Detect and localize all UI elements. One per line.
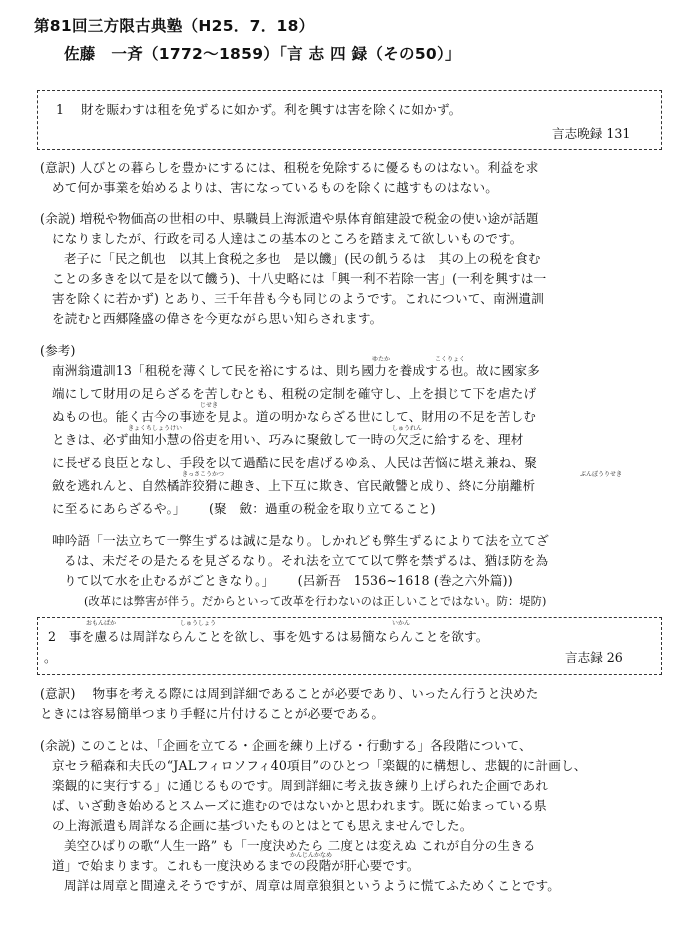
shingo-line: りて以て水を止むるがごときなり。」 (呂新吾 1536~1618 (巻之六外篇)): [64, 573, 513, 588]
shingo-line: 呻吟語「一法立ちて一弊生ずるは誠に是なり。しかれども弊生ずるによりて法を立てざ: [52, 533, 549, 548]
reference-label: (参考): [40, 343, 76, 358]
commentary-2-line: ば、いざ動き始めるとスムーズに進むのではないかと思われます。既に始まっている県: [52, 798, 547, 813]
reference-line: 南洲翁遺訓13「租税を薄くして民を裕にするは、則ち國力を養成する也。故に國家多: [52, 363, 540, 378]
quote-2-overflow: 。: [44, 650, 57, 665]
commentary-2-line: 道」で始まります。これも一度決めるまでの段階が肝心要です。: [52, 858, 420, 873]
commentary-1-line: 老子に「民之飢也 以其上食税之多也 是以饑」(民の飢うるは 其の上の税を食む: [64, 251, 541, 266]
quote-2-text: 2 事を慮るは周詳ならんことを欲し、事を処するは易簡ならんことを欲す。: [48, 629, 489, 644]
commentary-2-line: 周詳は周章と間違えそうですが、周章は周章狼狽というように慌てふためくことです。: [64, 878, 560, 893]
reference-line: に至るにあらざるや。」 (聚 斂：過重の税金を取り立てること): [52, 501, 436, 516]
shingo-line: るは、未だその是たるを見ざるなり。それ法を立てて以て弊を禁ずるは、猶ほ防を為: [64, 553, 549, 568]
ruby-shuren: しゅうれん: [392, 425, 423, 432]
translation-2-line: ときには容易簡単つまり手軽に片付けることが必要である。: [40, 706, 385, 721]
ruby-kyokuchi: きょくちしょうけい: [128, 425, 183, 432]
shingo-note: (改革には弊害が伴う。だからといって改革を行わないのは正しいことではない。防：堤防): [84, 595, 547, 608]
translation-2-line: (意訳) 物事を考える際には周到詳細であることが必要であり、いったん行うと決めた: [40, 686, 539, 701]
commentary-1-line: 害を除くに若かず) とあり、三千年昔も今も同じのようです。これについて、南洲遺訓: [52, 291, 544, 306]
reference-line: ぬもの也。能く古今の事迹を見よ。道の明かならざる世にして、財用の不足を苦しむ: [52, 409, 537, 424]
ruby-jiseki: じせき: [200, 402, 219, 409]
ruby-ikan: いかん: [392, 620, 411, 627]
commentary-2-line: 京セラ稲森和夫氏の“JALフィロソフィ40項目”のひとつ「楽観的に構想し、悲観的に計画し、: [52, 758, 587, 773]
ruby-kissa: きっさこうかつ: [182, 471, 225, 478]
commentary-2-line: の上海派遣も周詳なる企画に基づいたものとはとても思えませんでした。: [52, 818, 473, 833]
ruby-yutaka: ゆたか: [372, 356, 391, 363]
ruby-kokuryoku: こくりょく: [435, 356, 466, 363]
commentary-1-line: (余説) 増税や物価高の世相の中、県職員上海派遣や県体育館建設で税金の使い途が話題: [40, 211, 539, 226]
reference-line: 端にして財用の足らざるを苦しむとも、租税の定制を確守し、上を損じて下を虐たげ: [52, 386, 537, 401]
translation-1-line: (意訳) 人びとの暮らしを豊かにするには、租税を免除するに優るものはない。利益を求: [40, 160, 539, 175]
quote-1-text: 1 財を賑わすは租を免ずるに如かず。利を興すは害を除くに如かず。: [56, 102, 462, 117]
quote-2-source: 言志録 26: [565, 650, 623, 665]
quote-box-2: [37, 617, 662, 675]
commentary-1-line: を読むと西郷隆盛の偉さを今更ながら思い知らされます。: [52, 311, 383, 326]
ruby-kanjin: かんじんかなめ: [290, 852, 333, 859]
commentary-2-line: (余説) このことは、「企画を立てる・企画を練り上げる・行動する」各段階について、: [40, 738, 532, 753]
commentary-1-line: ことの多きを以て是を以て饑う)、十八史略には「興一利不若除一害」(一利を興すは一: [52, 271, 547, 286]
reference-line: ときは、必ず曲知小慧の俗吏を用い、巧みに聚斂して一時の欠乏に給するを、理材: [52, 432, 524, 447]
ruby-omonpaka: おもんぱか: [86, 620, 117, 627]
class-session-title: 第81回三方限古典塾（H25．7．18）: [34, 17, 315, 35]
ruby-bunpou: ぶんぽうりせき: [580, 471, 623, 478]
author-book-title: 佐藤 一斉（1772〜1859）「言 志 四 録（その50）」: [64, 45, 461, 63]
quote-1-source: 言志晩録 131: [552, 126, 631, 141]
commentary-2-line: 楽観的に実行する」に通じるものです。周到詳細に考え抜き練り上げられた企画であれ: [52, 778, 548, 793]
commentary-2-line: 美空ひばりの歌“人生一路” も「一度決めたら 二度とは変えぬ これが自分の生きる: [64, 838, 536, 853]
translation-1-line: めて何か事業を始めるよりは、害になっているものを除くに越すものはない。: [52, 180, 499, 195]
reference-line: 斂を逃れんと、自然橘詐狡猾に趣き、上下互に欺き、官民敵讐と成り、終に分崩離析: [52, 478, 536, 493]
reference-line: に長ぜる良臣となし、手段を以て過酷に民を虐げるゆゑ、人民は苦悩に堪え兼ね、聚: [52, 455, 538, 470]
commentary-1-line: になりましたが、行政を司る人達はこの基本のところを踏まえて欲しいものです。: [52, 231, 523, 246]
ruby-shuushou: しゅうしょう: [180, 620, 217, 627]
